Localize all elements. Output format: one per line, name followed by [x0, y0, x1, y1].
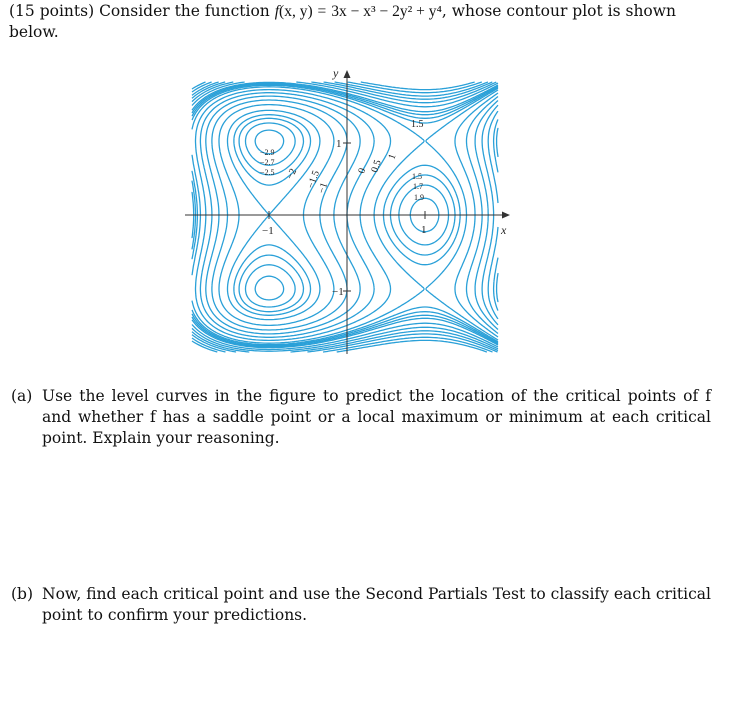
function-expression: 3x − x³ − 2y² + y⁴	[331, 3, 442, 20]
level-label-diag-4: 0	[356, 166, 369, 175]
contour-line-19	[192, 82, 493, 352]
part-b-label: (b)	[11, 585, 34, 603]
part-a	[11, 386, 711, 449]
tick-label-x-pos: 1	[421, 224, 427, 236]
level-label-diag-6: 1	[386, 152, 399, 162]
tick-label-x-neg: −1	[262, 225, 274, 237]
part-a-text: Use the level curves in the figure to predict the location of the critical points of f and whether f has a saddle point or a local maximum or minimum at each critical point. Explain your reasoning.	[42, 387, 711, 447]
x-axis-label: x	[501, 223, 507, 237]
level-label-diag-2: −1.5	[305, 169, 323, 191]
contour-lines	[192, 82, 498, 352]
x-axis-arrow	[502, 212, 510, 219]
function-args: (x, y)	[279, 3, 313, 20]
contour-svg	[180, 62, 520, 362]
y-axis-arrow	[344, 70, 351, 78]
equals-sign: =	[317, 3, 327, 20]
level-label-left-2: −2.7	[260, 158, 275, 167]
part-b	[11, 584, 711, 626]
intro-lead: Consider the function	[99, 2, 270, 20]
tick-label-y-pos: 1	[336, 138, 342, 150]
level-label-diag-5: 0.5	[369, 158, 384, 174]
points-label: (15 points)	[9, 2, 95, 20]
intro-tail: , whose contour plot is shown below.	[9, 2, 677, 41]
level-label-left-3: −2.5	[260, 168, 275, 177]
problem-intro	[9, 1, 714, 43]
function-name: f	[274, 3, 280, 20]
y-axis-label: y	[333, 66, 339, 80]
level-label-left-1: −2.9	[260, 148, 275, 157]
tick-label-y-neg: −1	[332, 286, 344, 298]
contour-plot	[180, 62, 520, 362]
part-a-label: (a)	[11, 387, 33, 405]
level-label-right-3: 1.9	[414, 193, 424, 202]
level-label-diag-1: −2	[284, 166, 300, 182]
part-b-text: Now, find each critical point and use the Second Partials Test to classify each critical point to confirm your predictions.	[42, 585, 711, 624]
level-label-diag-3: −1	[316, 181, 331, 195]
level-label-top: 1.5	[411, 119, 424, 130]
level-label-right-1: 1.5	[412, 172, 422, 181]
contour-line-15	[192, 82, 498, 350]
level-label-right-2: 1.7	[413, 182, 423, 191]
